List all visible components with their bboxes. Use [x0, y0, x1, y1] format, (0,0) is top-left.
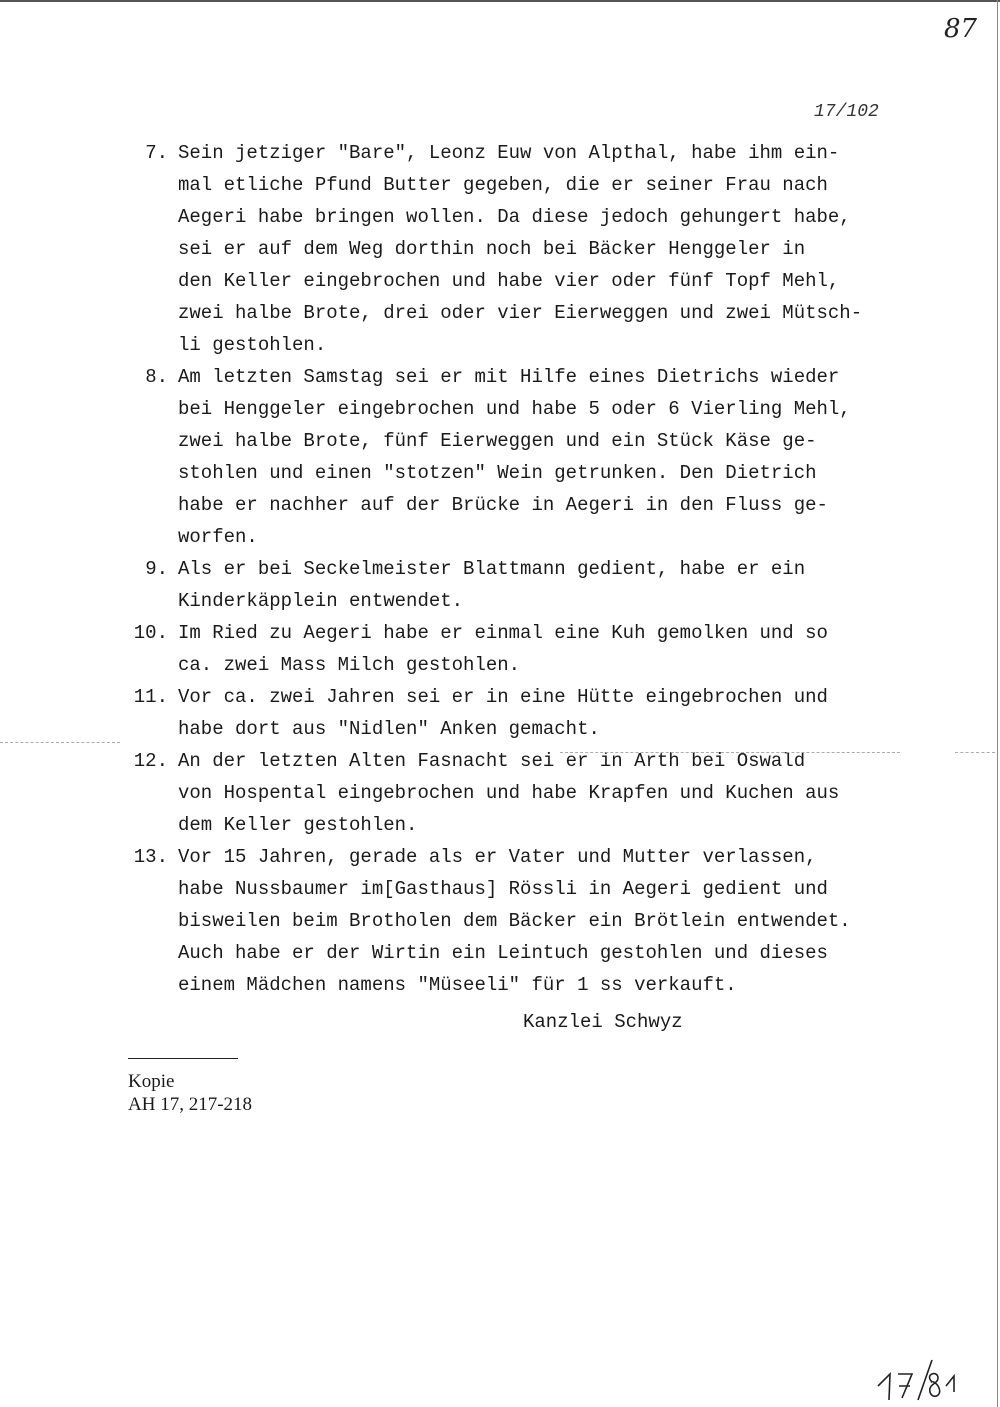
- item-text: Vor 15 Jahren, gerade als er Vater und Mutter verlassen, habe Nussbaumer im[Gasthaus] Rössli in Aegeri gedient und bisweilen beim Brotholen dem Bäcker ein Brötlein entwendet. Auch habe er der Wirtin ein Leintuch gestohlen und dieses einem Mädchen namens "Müseeli" für 1 ss verkauft.: [178, 846, 851, 996]
- scan-artifact-line: [560, 752, 900, 753]
- item-text: Als er bei Seckelmeister Blattmann gedient, habe er ein Kinderkäpplein entwendet.: [178, 558, 806, 612]
- page-number: 17/102: [814, 102, 879, 122]
- item-text: Sein jetziger "Bare", Leonz Euw von Alpthal, habe ihm ein- mal etliche Pfund Butter gegeben, die er seiner Frau nach Aegeri habe bringen wollen. Da diese jedoch gehungert habe, sei er auf dem Weg dorthin noch bei Bäcker Henggeler in den Keller eingebrochen und habe vier oder fünf Topf Mehl, zwei halbe Brote, drei oder vier Eierweggen und zwei Mütsch- li gestohlen.: [178, 142, 863, 356]
- item-number: 13.: [133, 846, 168, 868]
- item-number: 10.: [133, 622, 168, 644]
- signature: Kanzlei Schwyz: [523, 1011, 683, 1033]
- item-number: 7.: [145, 142, 168, 164]
- list-item: [0, 617, 1000, 681]
- scan-artifact-line: [0, 742, 120, 743]
- handwritten-folio-number: 87: [944, 14, 978, 44]
- list-item: [0, 553, 1000, 617]
- handwritten-archive-mark: [872, 1352, 982, 1402]
- numbered-list: [0, 137, 1000, 1001]
- source-note: Kopie AH 17, 217-218: [128, 1071, 253, 1115]
- item-number: 9.: [145, 558, 168, 580]
- item-number: 8.: [145, 366, 168, 388]
- list-item: [0, 137, 1000, 361]
- list-item: [0, 361, 1000, 553]
- item-text: Im Ried zu Aegeri habe er einmal eine Kuh gemolken und so ca. zwei Mass Milch gestohlen.: [178, 622, 828, 676]
- item-number: 11.: [133, 686, 168, 708]
- list-item: [0, 745, 1000, 841]
- item-text: An der letzten Alten Fasnacht sei er in Arth bei Oswald von Hospental eingebrochen und habe Krapfen und Kuchen aus dem Keller gestohlen.: [178, 750, 840, 836]
- scan-artifact-line: [955, 752, 995, 753]
- list-item: [0, 681, 1000, 745]
- list-item: [0, 841, 1000, 1001]
- item-number: 12.: [133, 750, 168, 772]
- footnote-rule: [128, 1058, 238, 1059]
- item-text: Am letzten Samstag sei er mit Hilfe eines Dietrichs wieder bei Henggeler eingebrochen und habe 5 oder 6 Vierling Mehl, zwei halbe Brote, fünf Eierweggen und ein Stück Käse ge- stohlen und einen "stotzen" Wein getrunken. Den Dietrich habe er nachher auf der Brücke in Aegeri in den Fluss ge- worfen.: [178, 366, 851, 548]
- page-top-border: [0, 0, 1000, 5]
- item-text: Vor ca. zwei Jahren sei er in eine Hütte eingebrochen und habe dort aus "Nidlen" Anken gemacht.: [178, 686, 828, 740]
